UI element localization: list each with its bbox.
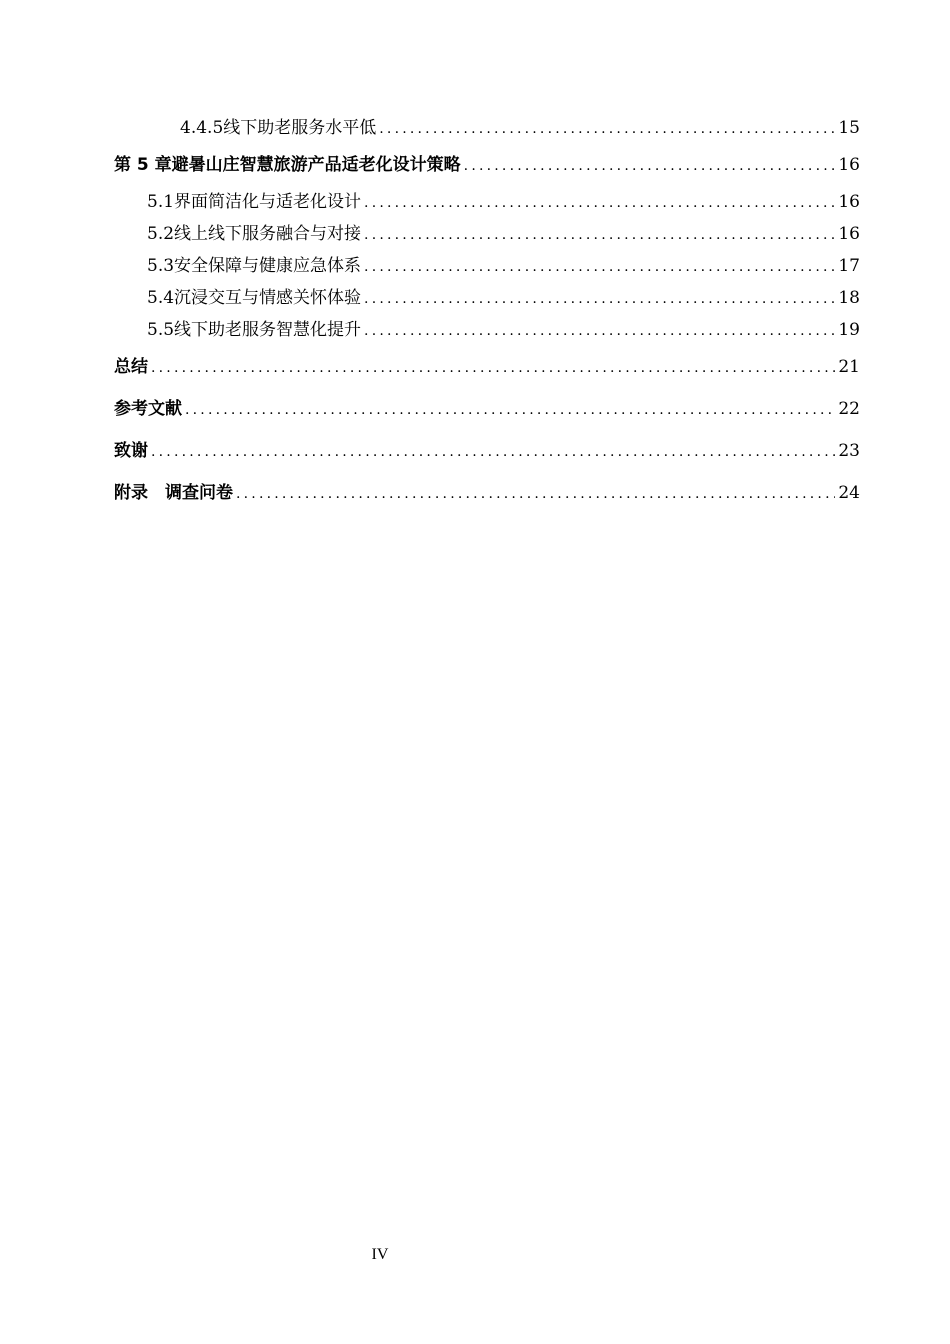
toc-entry-4-4-5[interactable] <box>114 112 860 144</box>
toc-entry-number: 5.3 <box>147 256 175 276</box>
toc-entry-number: 4.4.5 <box>180 118 224 138</box>
toc-entry-number: 5.1 <box>147 192 175 212</box>
toc-entry-page-number: 16 <box>838 192 860 212</box>
toc-entry-title: 避暑山庄智慧旅游产品适老化设计策略 <box>171 155 461 175</box>
dot-leader <box>364 283 835 315</box>
dot-leader <box>464 145 836 187</box>
toc-entry-page-number: 16 <box>838 224 860 244</box>
dot-leader <box>236 473 835 515</box>
toc-entry-page-number: 23 <box>838 441 860 461</box>
toc-entry-title: 致谢 <box>114 441 148 461</box>
dot-leader <box>364 219 835 251</box>
dot-leader <box>185 389 835 431</box>
toc-entry-title: 附录 调查问卷 <box>114 483 233 503</box>
toc-entry-page-number: 24 <box>838 483 860 503</box>
toc-entry-5-1[interactable] <box>114 186 860 218</box>
toc-entry-acknowledgements[interactable] <box>114 430 860 472</box>
dot-leader <box>379 113 835 145</box>
toc-entry-title: 线下助老服务水平低 <box>223 118 377 138</box>
toc-entry-number: 5.4 <box>147 288 175 308</box>
toc-entry-5-5[interactable] <box>114 314 860 346</box>
toc-entry-page-number: 16 <box>838 155 860 175</box>
toc-entry-title: 线下助老服务智慧化提升 <box>174 320 362 340</box>
dot-leader <box>364 251 835 283</box>
dot-leader <box>151 347 835 389</box>
toc-entry-number: 5.5 <box>147 320 175 340</box>
dot-leader <box>364 315 835 347</box>
toc-entry-page-number: 19 <box>838 320 860 340</box>
toc-entry-title: 线上线下服务融合与对接 <box>174 224 362 244</box>
toc-entry-title: 沉浸交互与情感关怀体验 <box>174 288 362 308</box>
dot-leader <box>364 187 835 219</box>
table-of-contents <box>114 112 860 514</box>
toc-entry-summary[interactable] <box>114 346 860 388</box>
toc-entry-page-number: 22 <box>838 399 860 419</box>
toc-entry-title: 安全保障与健康应急体系 <box>174 256 362 276</box>
toc-entry-references[interactable] <box>114 388 860 430</box>
toc-entry-page-number: 15 <box>838 118 860 138</box>
toc-entry-page-number: 18 <box>838 288 860 308</box>
toc-entry-number: 第 5 章 <box>114 155 172 175</box>
toc-entry-5-4[interactable] <box>114 282 860 314</box>
toc-entry-5-3[interactable] <box>114 250 860 282</box>
page-number-footer: IV <box>371 1246 389 1263</box>
toc-entry-title: 参考文献 <box>114 399 182 419</box>
dot-leader <box>151 431 835 473</box>
toc-entry-5-2[interactable] <box>114 218 860 250</box>
toc-entry-number: 5.2 <box>147 224 175 244</box>
toc-entry-title: 总结 <box>114 357 148 377</box>
toc-entry-appendix[interactable] <box>114 472 860 514</box>
toc-entry-page-number: 21 <box>838 357 860 377</box>
toc-entry-chapter-5[interactable] <box>114 144 860 186</box>
toc-entry-page-number: 17 <box>838 256 860 276</box>
toc-entry-title: 界面简洁化与适老化设计 <box>174 192 362 212</box>
